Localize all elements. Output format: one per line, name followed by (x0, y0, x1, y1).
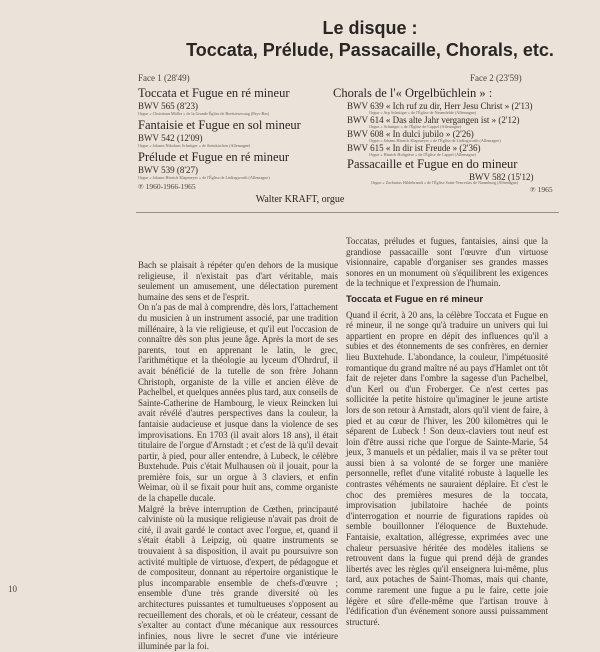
right-body: Quand il écrit, à 20 ans, la célèbre Toccata et Fugue en ré mineur, il ne songe qu'à traduire un univers qui lui appartient en propre en dépit des influences qu'il a subies et des étonnements de ses confrères, en dernier lieu Buxtehude. L'abondance, la couleur, l'impétuosité romantique du grand maître né au pays d'Hamlet ont tôt fait de rejeter dans l'ombre la sagesse d'un Pachelbel, d'un Kerl ou d'un Froberger. Ce n'est certes pas sollicitée la petite histoire qu'imaginer le jeune artiste lors de son retour à Arnstadt, alors qu'il vient de faire, à pied et au cœur de l'hiver, les 200 kilomètres qui le séparent de Lubeck ! Son deux-claviers tout neuf est loin d'être aussi riche que l'orgue de Sainte-Marie, 54 jeux, 3 manuels et un pédalier, mais il va se prêter tout aussi bien à sa volonté de se forger une manière personnelle, reflet d'une vitalité robuste à laquelle les contrastes véhéments ne sauraient déplaire. Et c'est le choc des premières mesures de la toccata, improvisation jubilatoire hachée de points d'interrogation et nourrie de figurations rapides où semble bouillonner l'éloquence de Buxtehude. Fantaisie, exaltation, allégresse, exprimées avec une chaleur persuasive héritée des modèles italiens se retrouvent dans la fugue qui prend déjà de grandes libertés avec les règles qu'il enseignera lui-même, plus tard, aux potaches de Saint-Thomas, mais qui chante, comme rarement une fugue a pu le faire, cette joie légère et sûre d'elle-même que l'artisan trouve à l'édification d'un événement sonore aussi puissamment structuré. (346, 309, 548, 627)
right-subtitle: Toccata et Fugue en ré mineur (346, 293, 484, 305)
face2-choral-2-organ: Orgue « Schnitger » de l'Église de Cappel (Allemagne) (369, 124, 462, 129)
face2-label: Face 2 (23'59) (470, 73, 522, 83)
face2-choral-1-bwv: BWV 639 « Ich ruf zu dir, Herr Jesu Christ » (2'13) (347, 101, 533, 111)
face1-track-1-organ: Orgue « Christiaan Müller » de la Grande Église de Beetsterzwaag (Pays-Bas) (138, 111, 270, 116)
left-column (138, 260, 338, 652)
right-column (346, 236, 548, 627)
face2-choral-3-bwv: BWV 608 « In dulci jubilo » (2'26) (347, 129, 474, 139)
right-intro: Toccatas, préludes et fugues, fantaisies, ainsi que la grandiose passacaille sont l'œuvre d'un virtuose visionnaire, capable d'organiser ses grandes masses sonores en un monument où s'équilibrent les exigences de la technique et l'expression de l'humain. (346, 236, 548, 289)
face2-choral-2-bwv: BWV 614 « Das alte Jahr vergangen ist » (2'12) (347, 115, 520, 125)
left-paragraph-3: Malgré la brève interruption de Cœthen, principauté calviniste où la musique religieuse n'avait pas droit de cité, il avait gardé le contact avec l'orgue, et, quand il s'était établi à Leipzig, où quatre instruments se trouvaient à sa disposition, il avait pu poursuivre son activité multiple de virtuose, d'expert, de pédagogue et de compositeur, donnant au répertoire organistique le plus incomparable ensemble de chefs-d'œuvre ; ensemble d'une très grande diversité où les architectures puissantes et tumultueuses s'opposent au recueillement des chorals, et où le créateur, cessant de s'exalter au contact d'une mécanique aux ressources infinies, nous livre le secret d'une vie intérieure illuminée par la foi. (138, 503, 338, 652)
face2-choral-4-bwv: BWV 615 « In dir ist Freude » (2'36) (347, 143, 481, 153)
left-paragraph-2: On n'a pas de mal à comprendre, dès lors, l'attachement du musicien à un instrument associé, par une tradition millénaire, à la vie religieuse, et qu'il eut l'occasion de connaître dès son plus jeune âge. Après la mort de ses parents, tout en apprenant le latin, le grec, l'arithmétique et la théologie au lyceum d'Ohrdruf, il avait bénéficié de la tutelle de son frère Johann Christoph, organiste de la ville et ancien élève de Pachelbel, et quelques années plus tard, aux conseils de Sainte-Catherine de Hambourg, le vieux Reincken lui avait révélé d'autres perspectives dans la couleur, la fantaisie audacieuse et jusque dans la violence de ses improvisations. En 1703 (il avait alors 18 ans), il était titulaire de l'orgue d'Arnstadt ; et c'est de là qu'il devait partir, à pied, pour aller entendre, à Lubeck, le célèbre Buxtehude. Puis c'était Mulhausen où il jouait, pour la première fois, sur un orgue à 3 claviers, et enfin Weimar, où il se fixait pour huit ans, comme organiste de la chapelle ducale. (138, 302, 338, 504)
face1-track-2-bwv: BWV 542 (12'09) (138, 133, 203, 143)
face1-track-1-bwv: BWV 565 (8'23) (138, 101, 198, 111)
face1-track-2-organ: Orgue « Johann Nikolaus Schnitger » de Steinkirchen (Allemagne) (138, 143, 251, 148)
face2-passacaille-organ: Orgue « Zacharias Hildebrandt » de l'Église Saint-Venceslas de Naumburg (Allemagne) (371, 180, 519, 185)
face2-chorals-title: Chorals de l'« Orgelbüchlein » : (333, 86, 493, 100)
face1-track-3-organ: Orgue « Johann Hinrich Klapmeyer » de l'Église de Lüdingworth (Allemagne) (138, 175, 270, 180)
face1-track-2-title: Fantaisie et Fugue en sol mineur (138, 118, 301, 132)
face2-copyright: ℗ 1965 (530, 185, 553, 194)
face2-passacaille-title: Passacaille et Fugue en do mineur (347, 157, 518, 171)
face2-passacaille-bwv: BWV 582 (15'12) (469, 172, 534, 182)
face1-track-3-title: Prélude et Fugue en ré mineur (138, 150, 289, 164)
face1-track-3-bwv: BWV 539 (8'27) (138, 165, 198, 175)
title-line-1: Le disque : (322, 18, 418, 38)
face2-choral-1-organ: Orgue « Arp Schnitger » de l'Église de Neuenfelde (Allemagne) (369, 110, 477, 115)
performer-credit: Walter KRAFT, orgue (255, 194, 345, 205)
page-number: 10 (8, 584, 17, 594)
face1-track-1-title: Toccata et Fugue en ré mineur (138, 86, 290, 100)
divider (136, 212, 559, 213)
face1-label: Face 1 (28'49) (138, 73, 190, 83)
left-paragraph-1: Bach se plaisait à répéter qu'en dehors de la musique religieuse, il n'existait pas d'art véritable, mais seulement un amusement, une délectation purement humaine des sens et de l'esprit. (138, 260, 338, 302)
header-title (155, 18, 585, 61)
face1-copyright: ℗ 1960-1966-1965 (138, 182, 196, 191)
face2-choral-3-organ: Orgue « Johann Hinrich Klapmeyer » de l'Église de Lüdingworth (Allemagne) (369, 138, 501, 143)
face2-choral-4-organ: Orgue « Hinrich Holtgräve » de l'Église de Cappel (Allemagne) (369, 152, 476, 157)
title-line-2: Toccata, Prélude, Passacaille, Chorals, etc. (186, 40, 554, 60)
